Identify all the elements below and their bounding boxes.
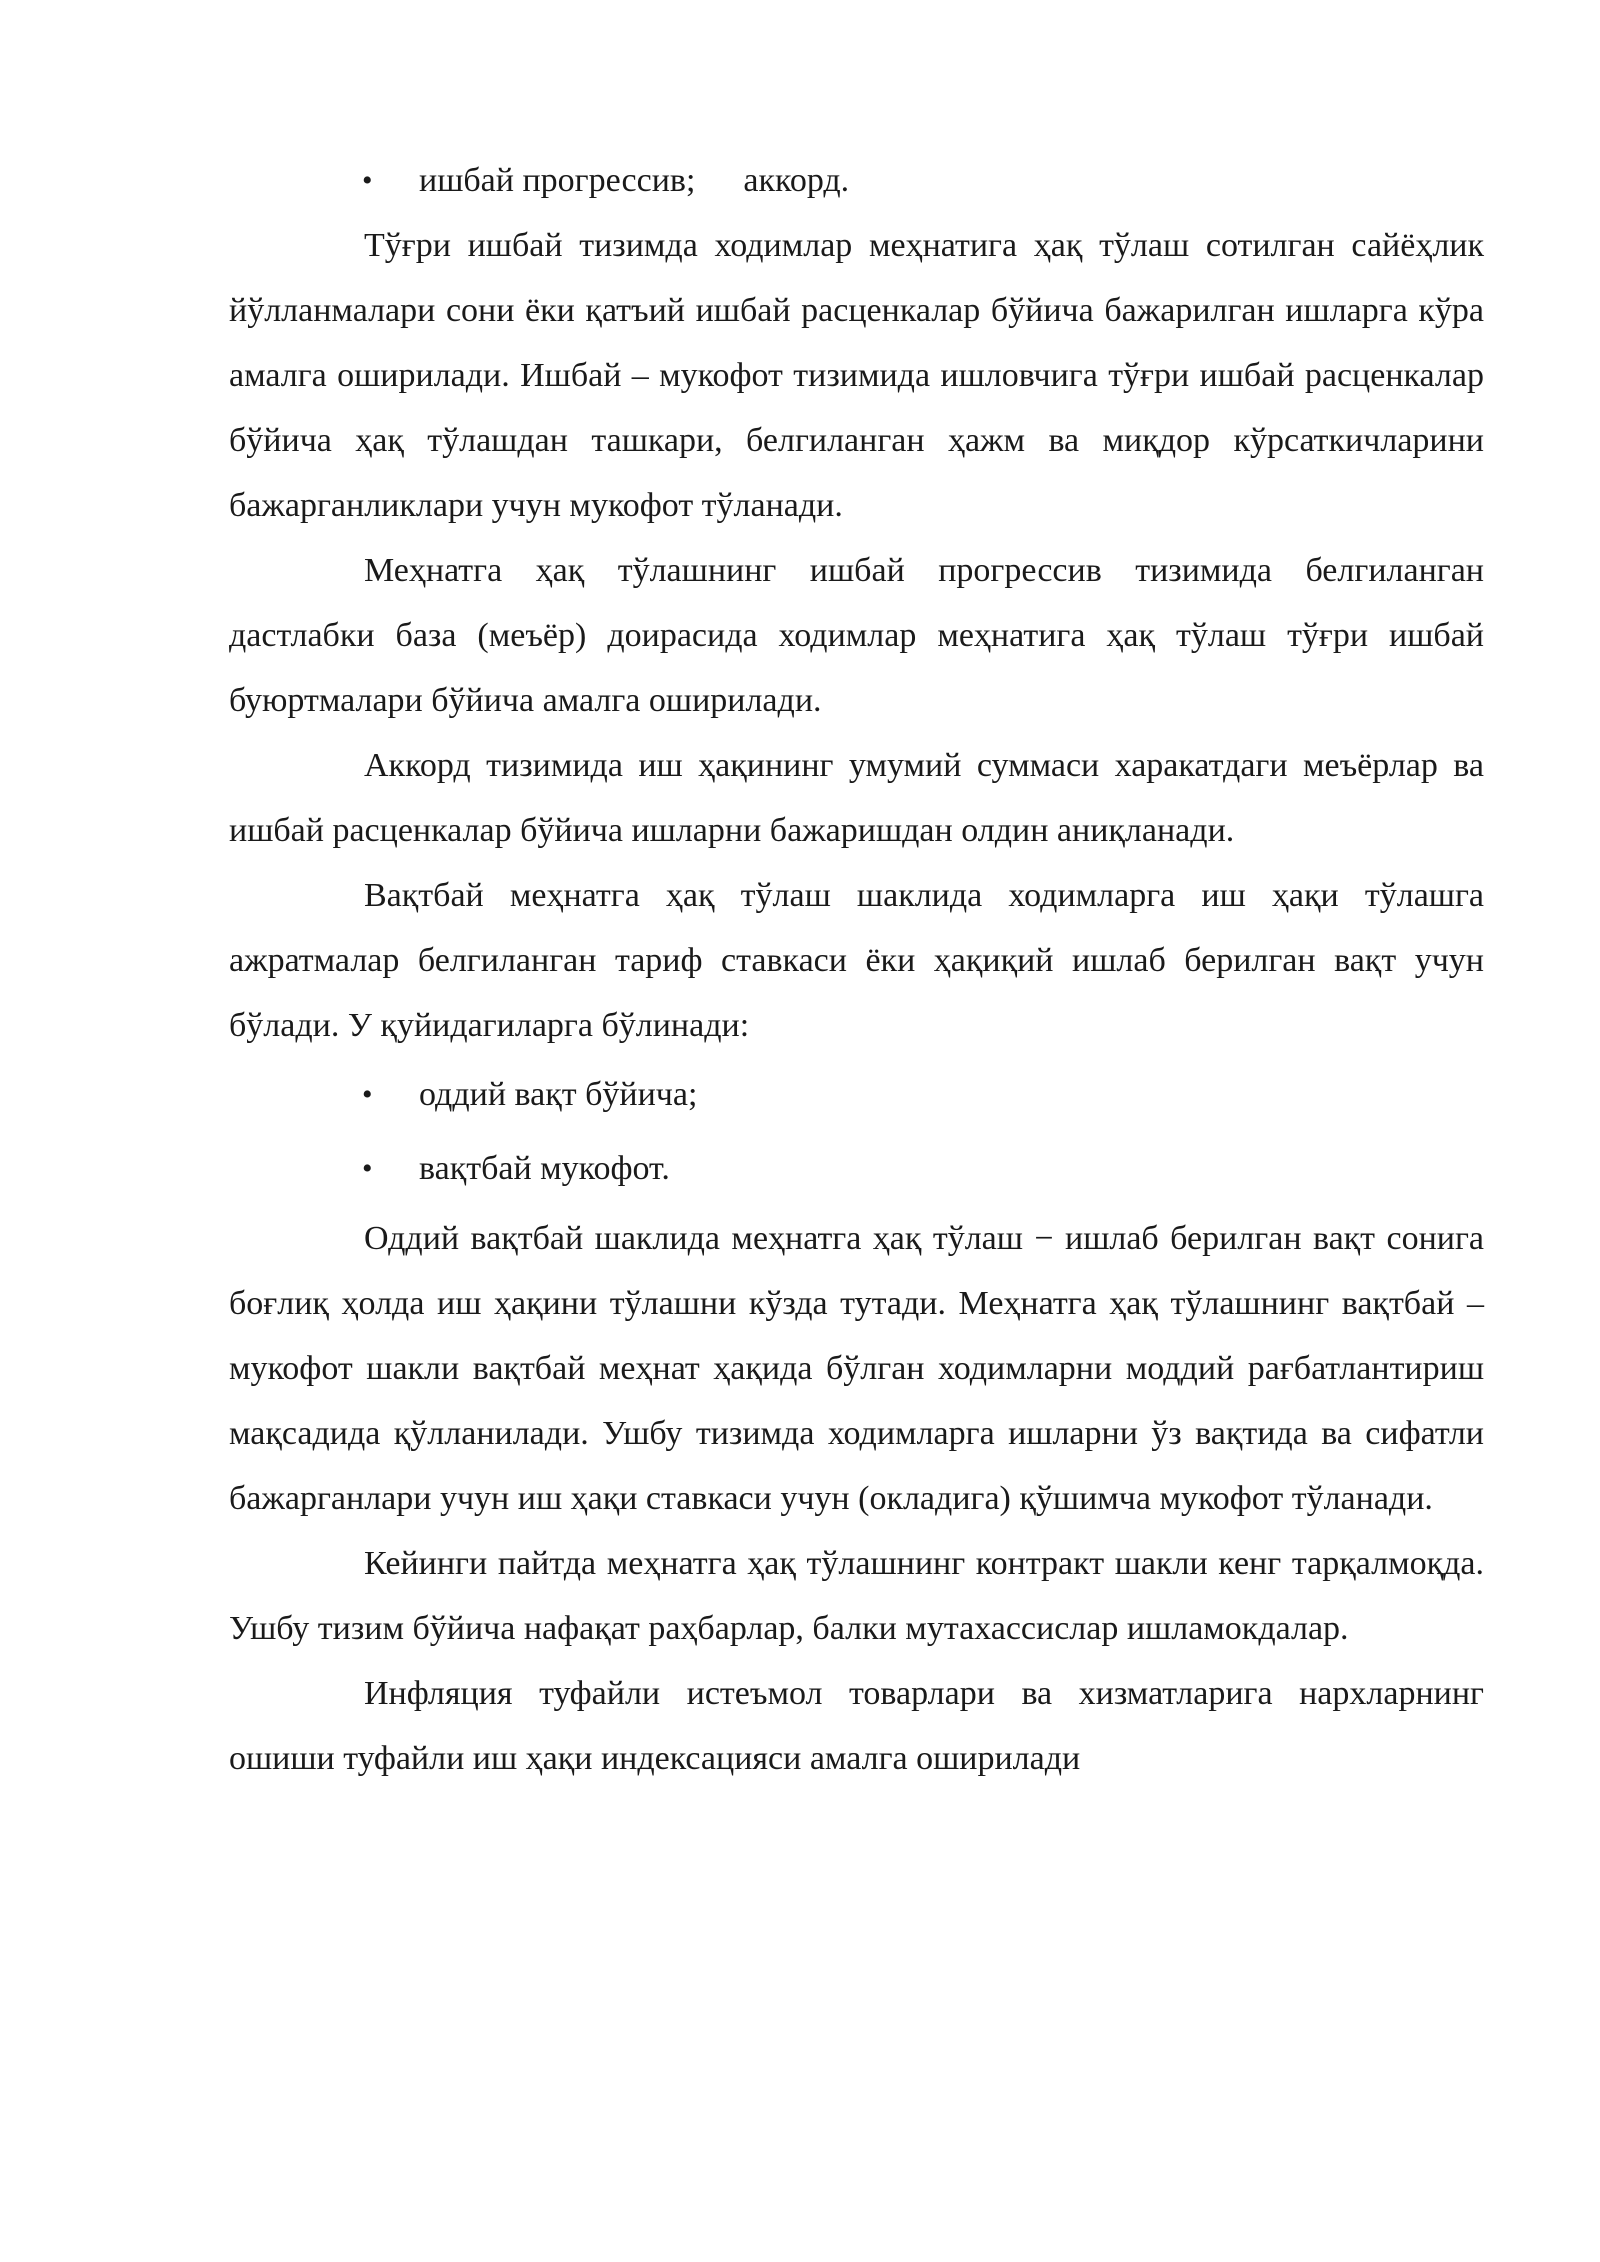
paragraph-time-based: Вақтбай меҳнатга ҳақ тўлаш шаклида ходимларга иш ҳақи тўлашга ажратмалар белгиланган тариф ставкаси ёки ҳақиқий ишлаб берилган вақт учун бўлади. У қуйидагиларга бўлинади: bbox=[229, 877, 1484, 1044]
list-item-text: оддий вақт бўйича; bbox=[419, 1076, 698, 1113]
list-item-simple-time bbox=[229, 1058, 1484, 1132]
bullet-icon: • bbox=[362, 164, 373, 197]
bullet-icon: • bbox=[362, 1152, 373, 1185]
bullet-icon: • bbox=[362, 1078, 373, 1111]
document-body bbox=[229, 148, 1484, 1791]
paragraph-piece-progressive: Меҳнатга ҳақ тўлашнинг ишбай прогрессив тизимида белгиланган дастлабки база (меъёр) доирасида ходимлар меҳнатига ҳақ тўлаш тўғри ишбай буюртмалари бўйича амалга оширилади. bbox=[229, 552, 1484, 719]
paragraph-contract: Кейинги пайтда меҳнатга ҳақ тўлашнинг контракт шакли кенг тарқалмоқда. Ушбу тизим бўйича нафақат раҳбарлар, балки мутахассислар ишламокдалар. bbox=[229, 1545, 1484, 1647]
paragraph-simple-time: Оддий вақтбай шаклида меҳнатга ҳақ тўлаш − ишлаб берилган вақт сонига боғлиқ ҳолда иш ҳақини тўлашни кўзда тутади. Меҳнатга ҳақ тўлашнинг вақтбай – мукофот шакли вақтбай меҳнат ҳақида бўлган ходимларни моддий рағбатлантириш мақсадида қўлланилади. Ушбу тизимда ходимларга ишларни ўз вақтида ва сифатли бажарганлари учун иш ҳақи ставкаси учун (окладига) қўшимча мукофот тўланади. bbox=[229, 1220, 1484, 1517]
list-item-time-bonus bbox=[229, 1132, 1484, 1206]
list-item-text: вақтбай мукофот. bbox=[419, 1150, 670, 1187]
paragraph-inflation: Инфляция туфайли истеъмол товарлари ва хизматларига нархларнинг ошиши туфайли иш ҳақи индексацияси амалга оширилади bbox=[229, 1675, 1484, 1777]
paragraph-accord: Аккорд тизимида иш ҳақининг умумий суммаси харакатдаги меъёрлар ва ишбай расценкалар бўйича ишларни бажаришдан олдин аниқланади. bbox=[229, 747, 1484, 849]
list-item-text: ишбай прогрессив; bbox=[419, 162, 696, 199]
paragraph-direct-piece: Тўғри ишбай тизимда ходимлар меҳнатига ҳақ тўлаш сотилган сайёҳлик йўлланмалари сони ёки қатъий ишбай расценкалар бўйича бажарилган ишларга кўра амалга оширилади. Ишбай – мукофот тизимида ишловчига тўғри ишбай расценкалар бўйича ҳақ тўлашдан ташкари, белгиланган ҳажм ва миқдор кўрсаткичларини бажарганликлари учун мукофот тўланади. bbox=[229, 227, 1484, 524]
list-item-text: аккорд. bbox=[743, 162, 850, 199]
list-item-piece-progressive-accord bbox=[229, 148, 1484, 213]
